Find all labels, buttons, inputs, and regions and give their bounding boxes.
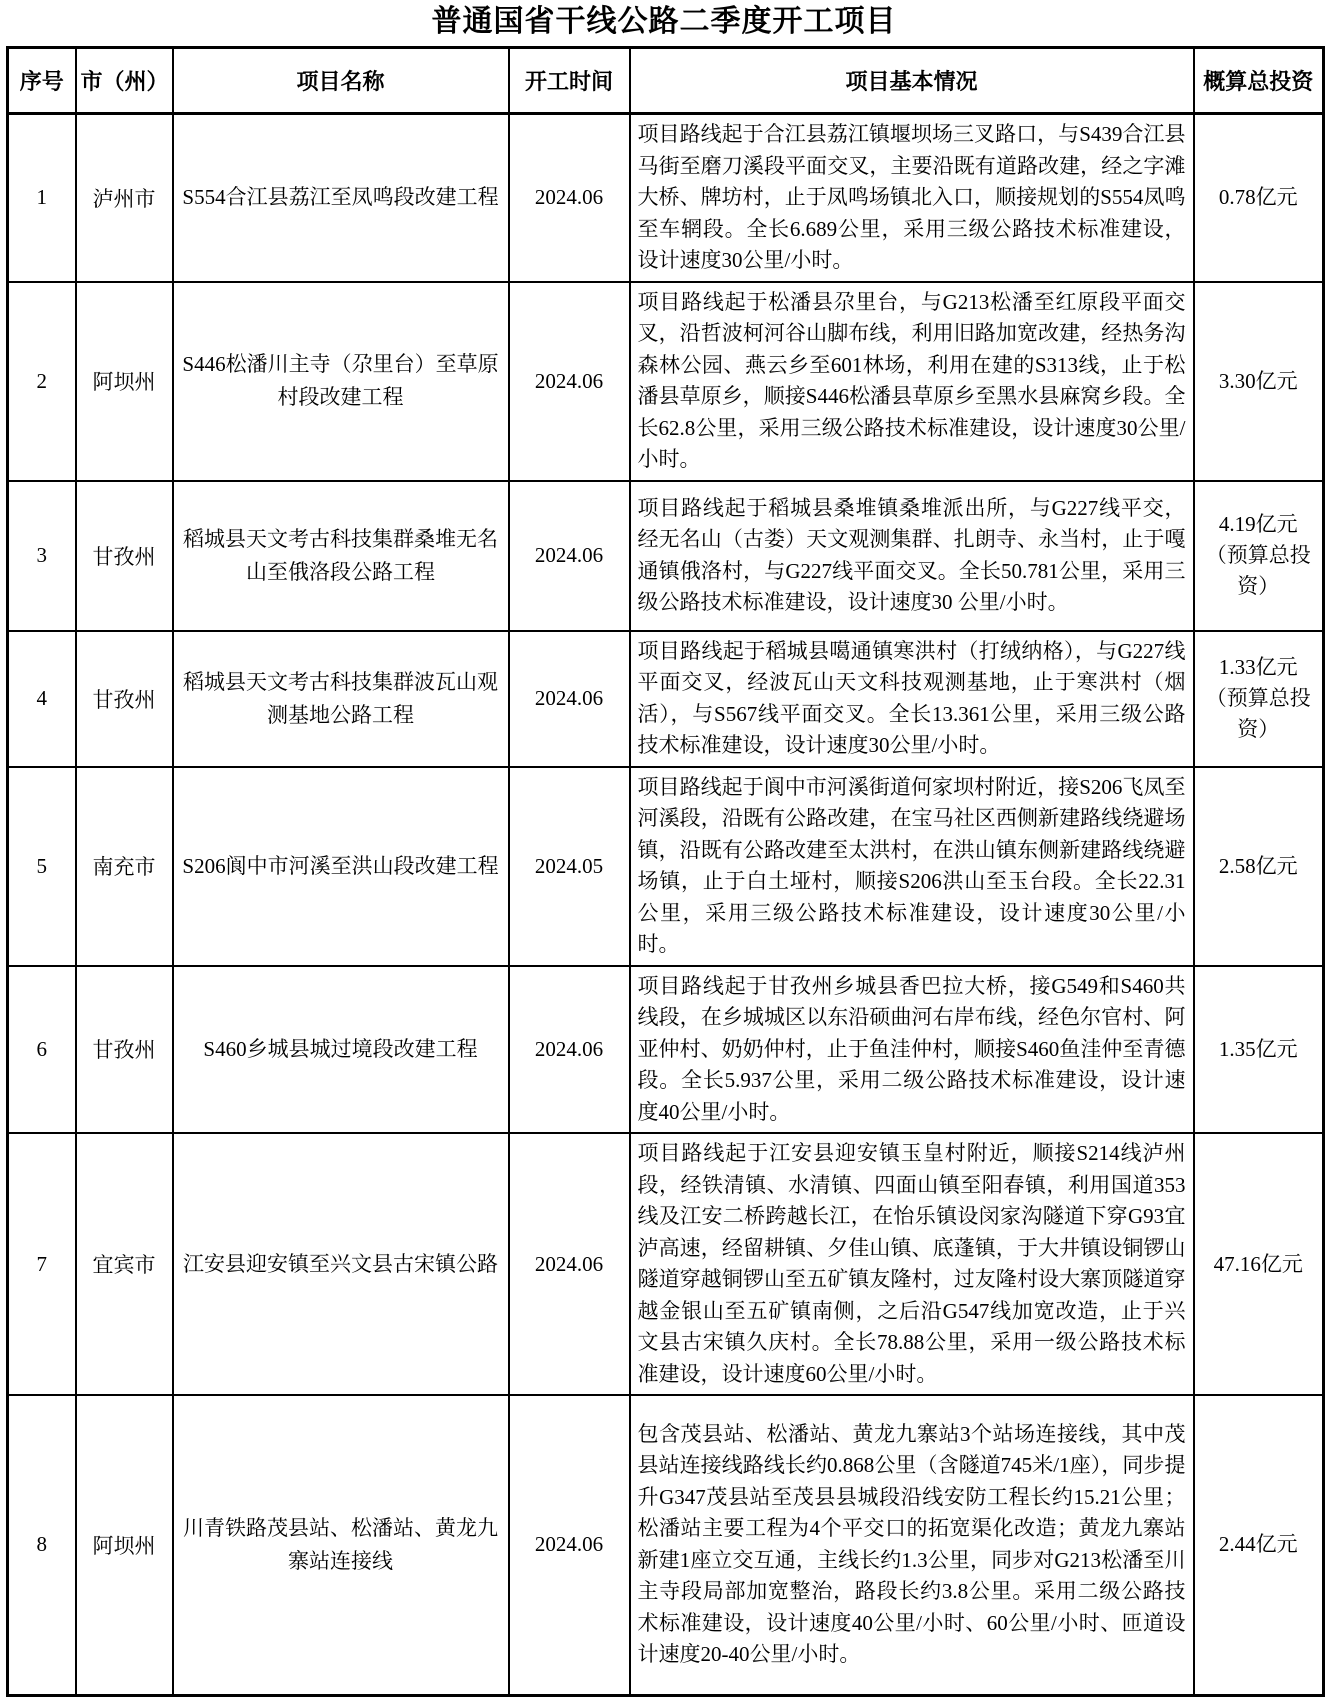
cell-description: 项目路线起于松潘县尕里台，与G213松潘至红原段平面交叉，沿哲波柯河谷山脚布线，利用旧路加宽改建，经热务沟森林公园、燕云乡至601林场，利用在建的S313线，止于松潘县草原乡，顺接S446松潘县草原乡至黑水县麻窝乡段。全长62.8公里，采用三级公路技术标准建设，设计速度30公里/小时。	[630, 282, 1194, 481]
cell-description: 项目路线起于稻城县噶通镇寒洪村（打绒纳格），与G227线平面交叉，经波瓦山天文科技观测基地，止于寒洪村（烟活），与S567线平面交叉。全长13.361公里，采用三级公路技术标准建设，设计速度30公里/小时。	[630, 631, 1194, 767]
cell-investment: 1.35亿元	[1194, 966, 1324, 1134]
cell-investment: 4.19亿元（预算总投资）	[1194, 481, 1324, 631]
cell-city: 宜宾市	[76, 1133, 173, 1395]
cell-investment: 47.16亿元	[1194, 1133, 1324, 1395]
cell-investment: 3.30亿元	[1194, 282, 1324, 481]
cell-city: 甘孜州	[76, 966, 173, 1134]
table-row	[8, 282, 1324, 481]
cell-no: 7	[8, 1133, 76, 1395]
cell-project-name: S446松潘川主寺（尕里台）至草原村段改建工程	[173, 282, 509, 481]
cell-no: 8	[8, 1395, 76, 1695]
table-row	[8, 114, 1324, 282]
cell-start-time: 2024.06	[509, 1395, 630, 1695]
cell-description: 项目路线起于稻城县桑堆镇桑堆派出所，与G227线平交，经无名山（古娄）天文观测集群、扎朗寺、永当村，止于嘎通镇俄洛村，与G227线平面交叉。全长50.781公里，采用三级公路技术标准建设，设计速度30 公里/小时。	[630, 481, 1194, 631]
cell-no: 1	[8, 114, 76, 282]
cell-start-time: 2024.06	[509, 114, 630, 282]
cell-city: 阿坝州	[76, 282, 173, 481]
page-title: 普通国省干线公路二季度开工项目	[431, 5, 897, 38]
cell-city: 甘孜州	[76, 481, 173, 631]
table-row	[8, 631, 1324, 767]
cell-city: 甘孜州	[76, 631, 173, 767]
col-header-city: 市（州）	[76, 48, 173, 114]
cell-investment: 1.33亿元（预算总投资）	[1194, 631, 1324, 767]
cell-city: 泸州市	[76, 114, 173, 282]
cell-investment: 0.78亿元	[1194, 114, 1324, 282]
cell-city: 阿坝州	[76, 1395, 173, 1695]
col-header-no: 序号	[8, 48, 76, 114]
cell-no: 5	[8, 767, 76, 966]
cell-no: 2	[8, 282, 76, 481]
cell-description: 项目路线起于江安县迎安镇玉皇村附近，顺接S214线泸州段，经铁清镇、水清镇、四面山镇至阳春镇，利用国道353线及江安二桥跨越长江，在怡乐镇设闵家沟隧道下穿G93宜泸高速，经留耕镇、夕佳山镇、底蓬镇，于大井镇设铜锣山隧道穿越铜锣山至五矿镇友隆村，过友隆村设大寨顶隧道穿越金银山至五矿镇南侧，之后沿G547线加宽改造，止于兴文县古宋镇久庆村。全长78.88公里，采用一级公路技术标准建设，设计速度60公里/小时。	[630, 1133, 1194, 1395]
cell-investment: 2.58亿元	[1194, 767, 1324, 966]
cell-start-time: 2024.06	[509, 481, 630, 631]
cell-project-name: S554合江县荔江至凤鸣段改建工程	[173, 114, 509, 282]
cell-description: 项目路线起于合江县荔江镇堰坝场三叉路口，与S439合江县马街至磨刀溪段平面交叉，主要沿既有道路改建，经之字滩大桥、牌坊村，止于凤鸣场镇北入口，顺接规划的S554凤鸣至车辋段。全长6.689公里，采用三级公路技术标准建设，设计速度30公里/小时。	[630, 114, 1194, 282]
cell-start-time: 2024.06	[509, 631, 630, 767]
table-row	[8, 1395, 1324, 1695]
cell-project-name: 江安县迎安镇至兴文县古宋镇公路	[173, 1133, 509, 1395]
header-row	[8, 48, 1324, 114]
cell-start-time: 2024.06	[509, 282, 630, 481]
cell-start-time: 2024.06	[509, 1133, 630, 1395]
table-row	[8, 1133, 1324, 1395]
cell-description: 项目路线起于甘孜州乡城县香巴拉大桥，接G549和S460共线段，在乡城城区以东沿硕曲河右岸布线，经色尔官村、阿亚仲村、奶奶仲村，止于鱼洼仲村，顺接S460鱼洼仲至青德段。全长5.937公里，采用二级公路技术标准建设，设计速度40公里/小时。	[630, 966, 1194, 1134]
cell-project-name: 稻城县天文考古科技集群波瓦山观测基地公路工程	[173, 631, 509, 767]
cell-investment: 2.44亿元	[1194, 1395, 1324, 1695]
cell-description: 包含茂县站、松潘站、黄龙九寨站3个站场连接线，其中茂县站连接线路线长约0.868公里（含隧道745米/1座），同步提升G347茂县站至茂县县城段沿线安防工程长约15.21公里；松潘站主要工程为4个平交口的拓宽渠化改造；黄龙九寨站新建1座立交互通，主线长约1.3公里，同步对G213松潘至川主寺段局部加宽整治，路段长约3.8公里。采用二级公路技术标准建设，设计速度40公里/小时、60公里/小时、匝道设计速度20-40公里/小时。	[630, 1395, 1194, 1695]
cell-project-name: S206阆中市河溪至洪山段改建工程	[173, 767, 509, 966]
col-header-desc: 项目基本情况	[630, 48, 1194, 114]
cell-no: 4	[8, 631, 76, 767]
cell-project-name: 川青铁路茂县站、松潘站、黄龙九寨站连接线	[173, 1395, 509, 1695]
cell-start-time: 2024.06	[509, 966, 630, 1134]
col-header-invest: 概算总投资	[1194, 48, 1324, 114]
cell-project-name: 稻城县天文考古科技集群桑堆无名山至俄洛段公路工程	[173, 481, 509, 631]
col-header-name: 项目名称	[173, 48, 509, 114]
cell-project-name: S460乡城县城过境段改建工程	[173, 966, 509, 1134]
table-row	[8, 767, 1324, 966]
col-header-start: 开工时间	[509, 48, 630, 114]
cell-description: 项目路线起于阆中市河溪街道何家坝村附近，接S206飞凤至河溪段，沿既有公路改建，在宝马社区西侧新建路线绕避场镇，沿既有公路改建至太洪村，在洪山镇东侧新建路线绕避场镇，止于白土垭村，顺接S206洪山至玉台段。全长22.31公里，采用三级公路技术标准建设，设计速度30公里/小时。	[630, 767, 1194, 966]
cell-no: 6	[8, 966, 76, 1134]
projects-table	[6, 46, 1325, 1697]
table-row	[8, 481, 1324, 631]
table-row	[8, 966, 1324, 1134]
cell-no: 3	[8, 481, 76, 631]
cell-start-time: 2024.05	[509, 767, 630, 966]
cell-city: 南充市	[76, 767, 173, 966]
